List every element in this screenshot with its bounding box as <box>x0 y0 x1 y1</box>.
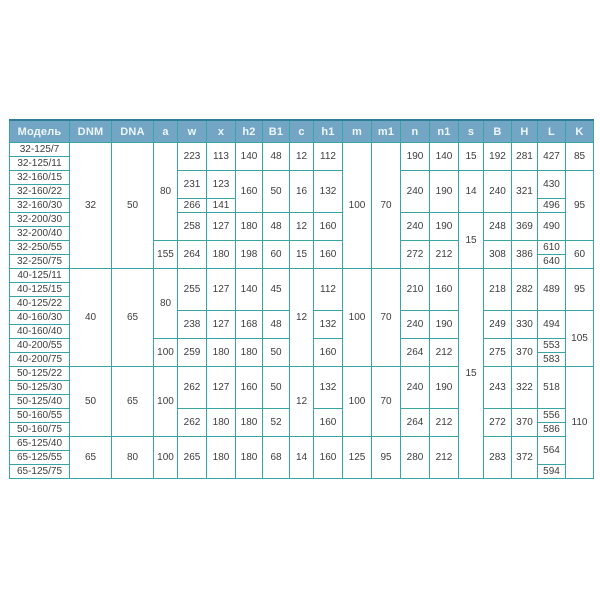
value-cell-s: 15 <box>459 213 484 269</box>
model-cell: 50-125/22 <box>10 367 70 381</box>
model-cell: 40-125/15 <box>10 283 70 297</box>
value-cell-h1: 160 <box>314 213 343 241</box>
header-row <box>10 120 594 143</box>
value-cell-dna: 65 <box>112 367 154 437</box>
value-cell-n1: 160 <box>430 269 459 311</box>
value-cell-x: 127 <box>207 311 236 339</box>
column-header-k: K <box>566 120 594 143</box>
value-cell-n: 280 <box>401 437 430 479</box>
column-header-b1: B1 <box>263 120 290 143</box>
value-cell-x: 123 <box>207 171 236 199</box>
value-cell-b1: 48 <box>263 213 290 241</box>
value-cell-k: 85 <box>566 143 594 171</box>
value-cell-m: 100 <box>343 143 372 269</box>
value-cell-h2: 180 <box>236 437 263 479</box>
value-cell-dnm: 50 <box>70 367 112 437</box>
value-cell-b1: 50 <box>263 339 290 367</box>
value-cell-h1: 132 <box>314 311 343 339</box>
value-cell-h: 330 <box>512 311 538 339</box>
model-cell: 32-200/30 <box>10 213 70 227</box>
value-cell-n1: 190 <box>430 213 459 241</box>
table-body <box>10 143 594 479</box>
value-cell-b: 275 <box>484 339 512 367</box>
model-cell: 50-160/55 <box>10 409 70 423</box>
value-cell-x: 127 <box>207 367 236 409</box>
value-cell-n: 190 <box>401 143 430 171</box>
value-cell-c: 12 <box>290 213 314 241</box>
value-cell-l: 496 <box>538 199 566 213</box>
value-cell-dnm: 65 <box>70 437 112 479</box>
table-row <box>10 437 594 451</box>
value-cell-b1: 50 <box>263 171 290 213</box>
column-header-a: a <box>154 120 178 143</box>
value-cell-l: 518 <box>538 367 566 409</box>
value-cell-w: 262 <box>178 409 207 437</box>
value-cell-c: 12 <box>290 367 314 437</box>
value-cell-m1: 95 <box>372 437 401 479</box>
column-header-model: Модель <box>10 120 70 143</box>
value-cell-l: 489 <box>538 269 566 311</box>
column-header-l: L <box>538 120 566 143</box>
value-cell-h: 370 <box>512 339 538 367</box>
value-cell-n1: 190 <box>430 367 459 409</box>
value-cell-b1: 48 <box>263 143 290 171</box>
value-cell-n: 240 <box>401 311 430 339</box>
value-cell-w: 262 <box>178 367 207 409</box>
value-cell-b1: 50 <box>263 367 290 409</box>
value-cell-h1: 160 <box>314 241 343 269</box>
value-cell-h1: 160 <box>314 437 343 479</box>
value-cell-c: 14 <box>290 437 314 479</box>
value-cell-c: 16 <box>290 171 314 213</box>
model-cell: 32-250/75 <box>10 255 70 269</box>
value-cell-a: 80 <box>154 269 178 339</box>
value-cell-n: 240 <box>401 367 430 409</box>
table-row <box>10 143 594 157</box>
value-cell-h: 370 <box>512 409 538 437</box>
value-cell-h1: 132 <box>314 171 343 213</box>
value-cell-w: 265 <box>178 437 207 479</box>
model-cell: 40-160/40 <box>10 325 70 339</box>
value-cell-w: 231 <box>178 171 207 199</box>
value-cell-b: 243 <box>484 367 512 409</box>
value-cell-w: 255 <box>178 269 207 311</box>
table-row <box>10 367 594 381</box>
value-cell-h: 322 <box>512 367 538 409</box>
value-cell-b: 283 <box>484 437 512 479</box>
value-cell-b1: 45 <box>263 269 290 311</box>
model-cell: 32-125/7 <box>10 143 70 157</box>
value-cell-n: 210 <box>401 269 430 311</box>
value-cell-n1: 212 <box>430 241 459 269</box>
value-cell-h2: 180 <box>236 409 263 437</box>
value-cell-h1: 112 <box>314 269 343 311</box>
model-cell: 40-200/75 <box>10 353 70 367</box>
value-cell-m1: 70 <box>372 143 401 269</box>
value-cell-n1: 190 <box>430 311 459 339</box>
model-cell: 32-160/30 <box>10 199 70 213</box>
value-cell-b: 272 <box>484 409 512 437</box>
value-cell-b: 308 <box>484 241 512 269</box>
value-cell-b: 240 <box>484 171 512 213</box>
pump-dimensions-table <box>9 119 594 479</box>
column-header-dnm: DNM <box>70 120 112 143</box>
value-cell-x: 127 <box>207 269 236 311</box>
value-cell-h2: 180 <box>236 339 263 367</box>
value-cell-w: 238 <box>178 311 207 339</box>
value-cell-h: 386 <box>512 241 538 269</box>
model-cell: 32-160/22 <box>10 185 70 199</box>
value-cell-l: 583 <box>538 353 566 367</box>
column-header-m: m <box>343 120 372 143</box>
value-cell-l: 586 <box>538 423 566 437</box>
value-cell-w: 223 <box>178 143 207 171</box>
value-cell-h2: 160 <box>236 367 263 409</box>
value-cell-x: 127 <box>207 213 236 241</box>
value-cell-h2: 140 <box>236 143 263 171</box>
value-cell-l: 564 <box>538 437 566 465</box>
value-cell-s: 15 <box>459 143 484 171</box>
value-cell-a: 100 <box>154 437 178 479</box>
value-cell-dna: 80 <box>112 437 154 479</box>
value-cell-l: 430 <box>538 171 566 199</box>
value-cell-h2: 198 <box>236 241 263 269</box>
value-cell-b: 249 <box>484 311 512 339</box>
value-cell-h: 372 <box>512 437 538 479</box>
value-cell-a: 100 <box>154 367 178 437</box>
model-cell: 32-160/15 <box>10 171 70 185</box>
value-cell-l: 553 <box>538 339 566 353</box>
value-cell-l: 490 <box>538 213 566 241</box>
value-cell-b: 248 <box>484 213 512 241</box>
model-cell: 65-125/40 <box>10 437 70 451</box>
value-cell-n: 272 <box>401 241 430 269</box>
value-cell-l: 610 <box>538 241 566 255</box>
value-cell-n1: 190 <box>430 171 459 213</box>
value-cell-n: 240 <box>401 171 430 213</box>
model-cell: 32-250/55 <box>10 241 70 255</box>
column-header-h1: h1 <box>314 120 343 143</box>
column-header-h: H <box>512 120 538 143</box>
column-header-n: n <box>401 120 430 143</box>
value-cell-b1: 48 <box>263 311 290 339</box>
column-header-x: x <box>207 120 236 143</box>
value-cell-b: 192 <box>484 143 512 171</box>
model-cell: 65-125/75 <box>10 465 70 479</box>
value-cell-l: 594 <box>538 465 566 479</box>
value-cell-b1: 60 <box>263 241 290 269</box>
value-cell-m1: 70 <box>372 367 401 437</box>
value-cell-n1: 212 <box>430 437 459 479</box>
value-cell-l: 556 <box>538 409 566 423</box>
value-cell-x: 180 <box>207 339 236 367</box>
value-cell-s: 14 <box>459 171 484 213</box>
value-cell-m: 125 <box>343 437 372 479</box>
column-header-n1: n1 <box>430 120 459 143</box>
value-cell-w: 259 <box>178 339 207 367</box>
value-cell-n: 240 <box>401 213 430 241</box>
value-cell-c: 12 <box>290 269 314 367</box>
model-cell: 50-125/40 <box>10 395 70 409</box>
value-cell-a: 100 <box>154 339 178 367</box>
model-cell: 65-125/55 <box>10 451 70 465</box>
value-cell-dna: 65 <box>112 269 154 367</box>
model-cell: 32-200/40 <box>10 227 70 241</box>
value-cell-k: 95 <box>566 269 594 311</box>
value-cell-k: 105 <box>566 311 594 367</box>
value-cell-m: 100 <box>343 269 372 367</box>
column-header-b: B <box>484 120 512 143</box>
value-cell-s: 15 <box>459 269 484 479</box>
model-cell: 50-125/30 <box>10 381 70 395</box>
column-header-dna: DNA <box>112 120 154 143</box>
value-cell-x: 180 <box>207 409 236 437</box>
value-cell-k: 95 <box>566 171 594 241</box>
value-cell-h: 369 <box>512 213 538 241</box>
value-cell-dna: 50 <box>112 143 154 269</box>
value-cell-l: 427 <box>538 143 566 171</box>
value-cell-b1: 68 <box>263 437 290 479</box>
model-cell: 32-125/11 <box>10 157 70 171</box>
column-header-h2: h2 <box>236 120 263 143</box>
value-cell-w: 266 <box>178 199 207 213</box>
column-header-m1: m1 <box>372 120 401 143</box>
value-cell-b1: 52 <box>263 409 290 437</box>
value-cell-x: 113 <box>207 143 236 171</box>
value-cell-w: 258 <box>178 213 207 241</box>
value-cell-h: 281 <box>512 143 538 171</box>
model-cell: 50-160/75 <box>10 423 70 437</box>
value-cell-l: 494 <box>538 311 566 339</box>
value-cell-n1: 212 <box>430 409 459 437</box>
value-cell-h1: 132 <box>314 367 343 409</box>
table-header <box>10 120 594 143</box>
value-cell-k: 110 <box>566 367 594 479</box>
value-cell-c: 15 <box>290 241 314 269</box>
value-cell-x: 180 <box>207 437 236 479</box>
value-cell-m1: 70 <box>372 269 401 367</box>
value-cell-n: 264 <box>401 339 430 367</box>
value-cell-l: 640 <box>538 255 566 269</box>
value-cell-h1: 160 <box>314 409 343 437</box>
column-header-c: c <box>290 120 314 143</box>
value-cell-h1: 160 <box>314 339 343 367</box>
value-cell-n1: 212 <box>430 339 459 367</box>
value-cell-h2: 168 <box>236 311 263 339</box>
value-cell-dnm: 32 <box>70 143 112 269</box>
value-cell-dnm: 40 <box>70 269 112 367</box>
value-cell-m: 100 <box>343 367 372 437</box>
value-cell-w: 264 <box>178 241 207 269</box>
column-header-s: s <box>459 120 484 143</box>
value-cell-a: 155 <box>154 241 178 269</box>
value-cell-x: 141 <box>207 199 236 213</box>
value-cell-c: 12 <box>290 143 314 171</box>
value-cell-h: 321 <box>512 171 538 213</box>
value-cell-b: 218 <box>484 269 512 311</box>
value-cell-k: 60 <box>566 241 594 269</box>
model-cell: 40-125/11 <box>10 269 70 283</box>
model-cell: 40-200/55 <box>10 339 70 353</box>
model-cell: 40-125/22 <box>10 297 70 311</box>
model-cell: 40-160/30 <box>10 311 70 325</box>
value-cell-h2: 160 <box>236 171 263 213</box>
value-cell-a: 80 <box>154 143 178 241</box>
value-cell-n1: 140 <box>430 143 459 171</box>
value-cell-x: 180 <box>207 241 236 269</box>
table-row <box>10 269 594 283</box>
value-cell-h2: 140 <box>236 269 263 311</box>
value-cell-h: 282 <box>512 269 538 311</box>
value-cell-n: 264 <box>401 409 430 437</box>
value-cell-h1: 112 <box>314 143 343 171</box>
column-header-w: w <box>178 120 207 143</box>
value-cell-h2: 180 <box>236 213 263 241</box>
